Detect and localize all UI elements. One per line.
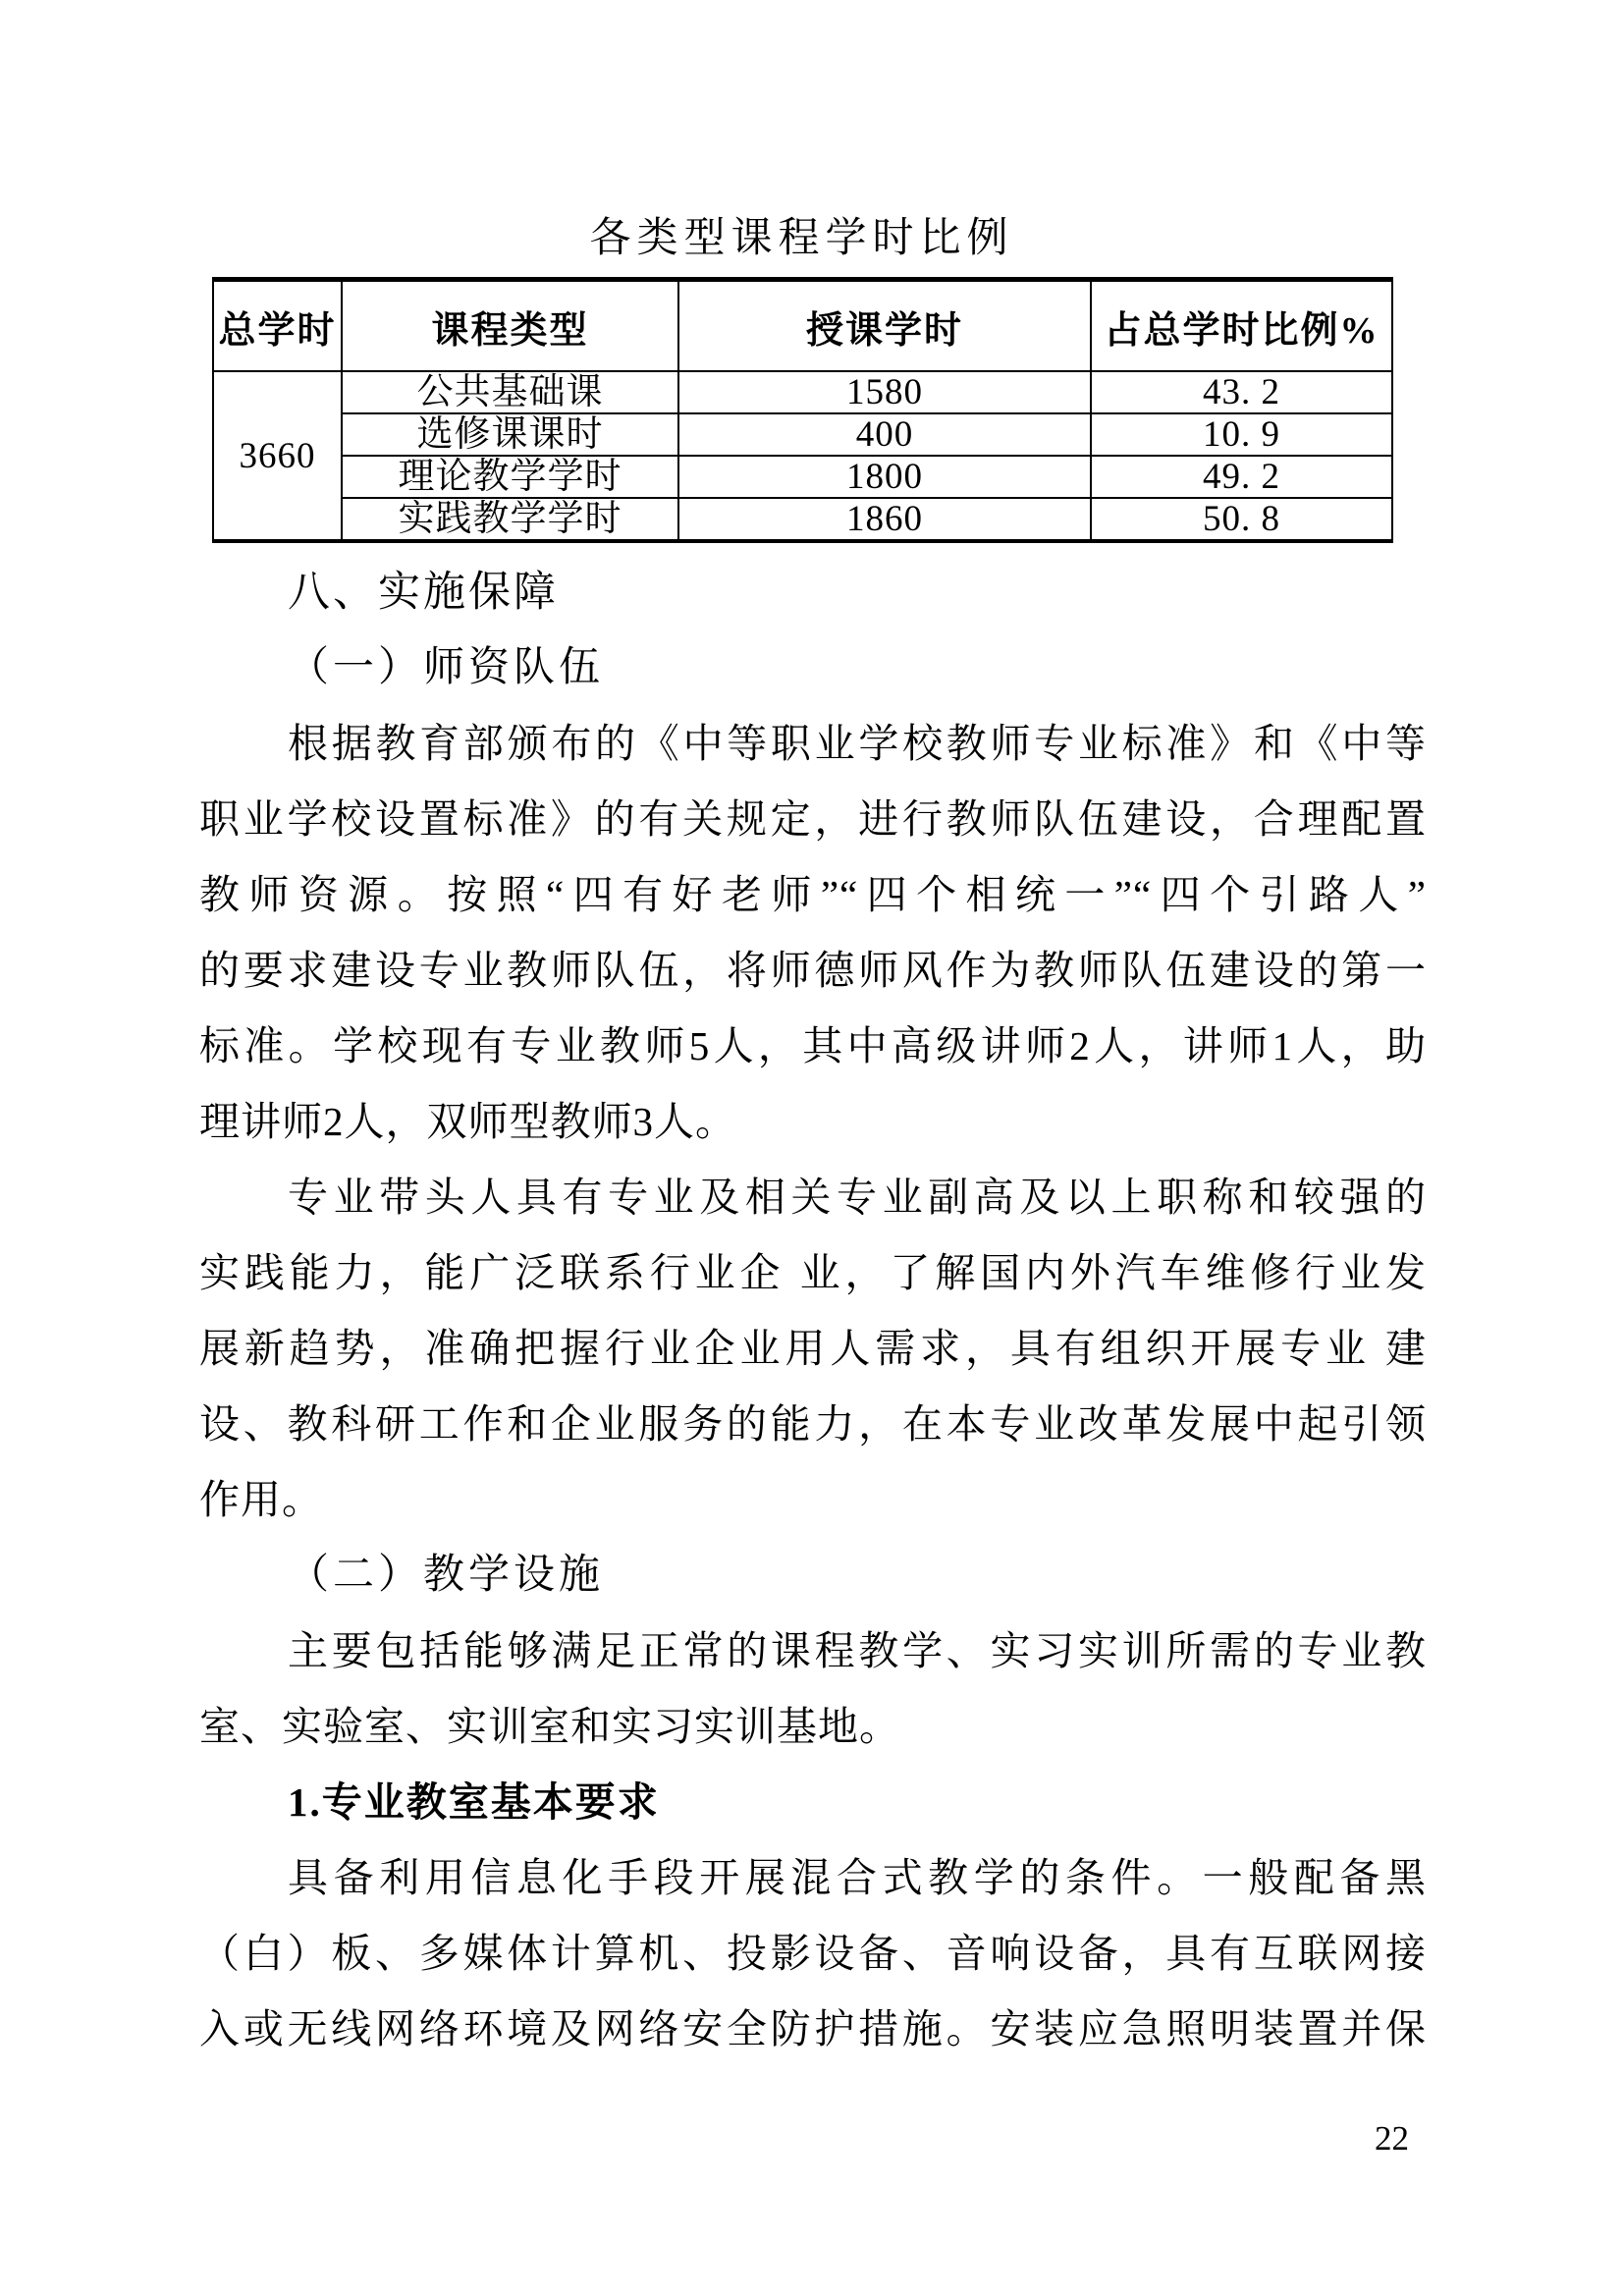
paragraph	[199, 1613, 1427, 1765]
text-line: 主要包括能够满足正常的课程教学、实习实训所需的专业教	[288, 1628, 1427, 1673]
text-line: （白）板、多媒体计算机、投影设备、音响设备，具有互联网接	[199, 1931, 1427, 1976]
table-cell-percent: 10. 9	[1091, 413, 1392, 456]
table-row	[213, 413, 1392, 456]
text-line: 作用。	[199, 1477, 323, 1522]
table-cell-percent: 49. 2	[1091, 456, 1392, 498]
table-cell-hours: 1860	[678, 498, 1091, 541]
total-hours-cell: 3660	[213, 371, 342, 541]
table-title: 各类型课程学时比例	[589, 216, 1014, 261]
text-line: 具备利用信息化手段开展混合式教学的条件。一般配备黑	[288, 1855, 1427, 1900]
text-line: 室、实验室、实训室和实习实训基地。	[199, 1704, 900, 1749]
text-line: 理讲师2人，双师型教师3人。	[199, 1099, 736, 1144]
header-cell-total-hours: 总学时	[213, 280, 342, 372]
paragraph	[199, 1840, 1427, 2067]
table-cell-hours: 1580	[678, 371, 1091, 413]
table-cell-hours: 1800	[678, 456, 1091, 498]
section-heading: （二）教学设施	[288, 1553, 605, 1598]
text-line: 标准。学校现有专业教师5人，其中高级讲师2人，讲师1人，助	[199, 1023, 1427, 1068]
table-cell-type: 实践教学学时	[342, 498, 678, 541]
text-line: 职业学校设置标准》的有关规定，进行教师队伍建设，合理配置	[199, 796, 1427, 842]
table-row	[213, 371, 1392, 413]
text-line: 的要求建设专业教师队伍，将师德师风作为教师队伍建设的第一	[199, 948, 1427, 993]
course-hours-table	[212, 277, 1393, 543]
paragraph	[199, 1160, 1427, 1538]
text-line: 专业带头人具有专业及相关专业副高及以上职称和较强的	[288, 1175, 1427, 1220]
table-cell-type: 理论教学学时	[342, 456, 678, 498]
text-line: 根据教育部颁布的《中等职业学校教师专业标准》和《中等	[288, 721, 1427, 766]
page-number: 22	[1375, 2119, 1409, 2158]
document-body	[199, 555, 1427, 2067]
text-line: 入或无线网络环境及网络安全防护措施。安装应急照明装置并保	[199, 2006, 1427, 2051]
text-line: 展新趋势，准确把握行业企业用人需求，具有组织开展专业 建	[199, 1326, 1427, 1371]
text-line: 实践能力，能广泛联系行业企 业，了解国内外汽车维修行业发	[199, 1250, 1427, 1295]
table-cell-percent: 43. 2	[1091, 371, 1392, 413]
table-cell-type: 公共基础课	[342, 371, 678, 413]
section-heading: 1.专业教室基本要求	[288, 1779, 660, 1825]
header-cell-percent: 占总学时比例%	[1091, 280, 1392, 372]
header-cell-course-type: 课程类型	[342, 280, 678, 372]
section-heading: （一）师资队伍	[288, 645, 605, 690]
table-cell-percent: 50. 8	[1091, 498, 1392, 541]
table-cell-hours: 400	[678, 413, 1091, 456]
table-row	[213, 456, 1392, 498]
header-cell-teaching-hours: 授课学时	[678, 280, 1091, 372]
text-line: 教师资源。按照“四有好老师”“四个相统一”“四个引路人”	[199, 872, 1427, 917]
table-cell-type: 选修课课时	[342, 413, 678, 456]
section-heading: 八、实施保障	[288, 570, 559, 616]
table-header-row	[213, 280, 1392, 372]
text-line: 设、教科研工作和企业服务的能力，在本专业改革发展中起引领	[199, 1401, 1427, 1447]
paragraph	[199, 706, 1427, 1160]
table-row	[213, 498, 1392, 541]
